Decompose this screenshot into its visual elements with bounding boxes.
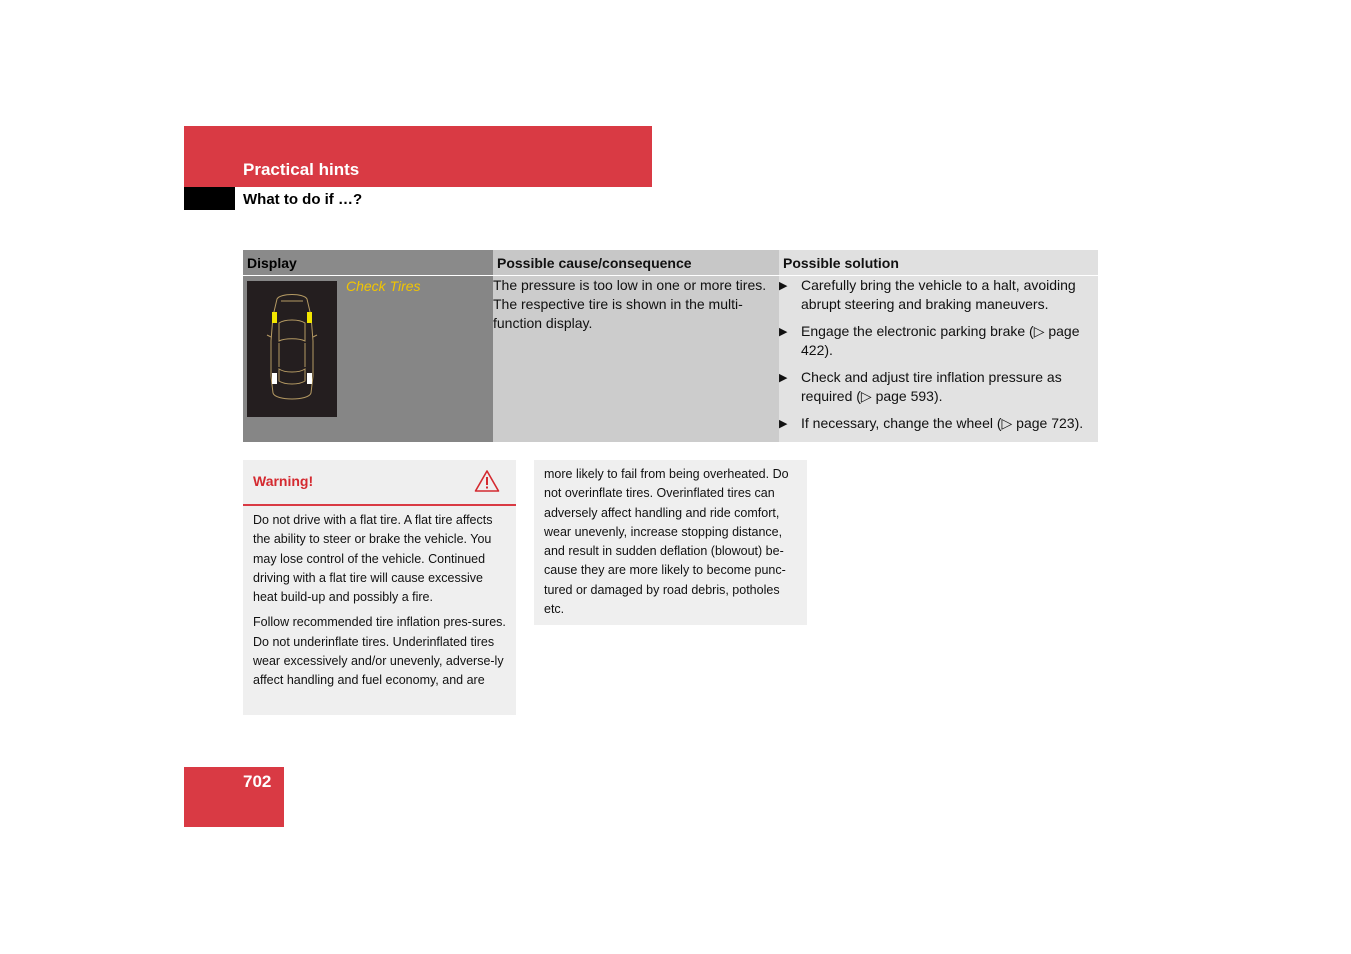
header-solution: Possible solution: [779, 250, 1098, 276]
bullet-arrow-icon: ▶: [779, 372, 788, 384]
page-number: 702: [243, 772, 272, 791]
solution-text: Engage the electronic parking brake (▷ page 422).: [801, 323, 1080, 358]
solution-cell: [779, 276, 1098, 443]
car-top-view-icon: [247, 281, 337, 417]
warning-body: [243, 506, 516, 691]
multifunction-display: [247, 281, 337, 417]
solution-text: Check and adjust tire inflation pressure as required (▷ page 593).: [801, 369, 1062, 404]
solution-text: If necessary, change the wheel (▷ page 723).: [801, 415, 1084, 431]
display-cell: [243, 276, 493, 443]
warning-paragraph: Do not underinflate tires. Underinflated tires wear excessively and/or unevenly, adverse-ly affect handling and fuel economy, and are: [253, 634, 504, 688]
warning-continuation-text: more likely to fail from being overheated. Do not overinflate tires. Overinflated tires can adversely affect handling and ride comfort, wear unevenly, increase stopping distance, and result in sudden deflation (blowout) be-cause they are more likely to become punc-tured or damaged by road debris, potholes etc.: [544, 467, 789, 617]
solution-item: [779, 368, 1098, 406]
warning-paragraph: Follow recommended tire inflation pres-sures.: [253, 615, 506, 630]
table-header-row: [243, 250, 1098, 276]
solution-item: [779, 414, 1098, 434]
display-message-table: [243, 250, 1098, 442]
warning-header: [243, 460, 516, 506]
warning-paragraph: Do not drive with a flat tire. A flat tire affects the ability to steer or brake the vehicle. You may lose control of the vehicle. Continued driving with a flat tire will cause excessive heat build-up and possibly a fire.: [253, 513, 493, 605]
warning-box: [243, 460, 516, 715]
subsection-title: What to do if …?: [243, 191, 363, 208]
header-cause: Possible cause/consequence: [493, 250, 779, 276]
warning-title: Warning!: [253, 473, 314, 489]
check-tires-message: Check Tires: [346, 278, 421, 294]
cause-cell: The pressure is too low in one or more tires. The respective tire is shown in the multi-function display.: [493, 276, 779, 443]
header-display: Display: [243, 250, 493, 276]
warning-continuation-box: [534, 460, 807, 625]
solution-item: [779, 322, 1098, 360]
section-title: Practical hints: [243, 160, 360, 179]
warning-triangle-icon: [474, 469, 500, 498]
bullet-arrow-icon: ▶: [779, 326, 788, 338]
bullet-arrow-icon: ▶: [779, 418, 788, 430]
table-row: [243, 276, 1098, 443]
subsection-marker: [184, 187, 235, 210]
solution-item: [779, 276, 1098, 314]
solution-text: Carefully bring the vehicle to a halt, avoiding abrupt steering and braking maneuvers.: [801, 277, 1076, 312]
bullet-arrow-icon: ▶: [779, 280, 788, 292]
